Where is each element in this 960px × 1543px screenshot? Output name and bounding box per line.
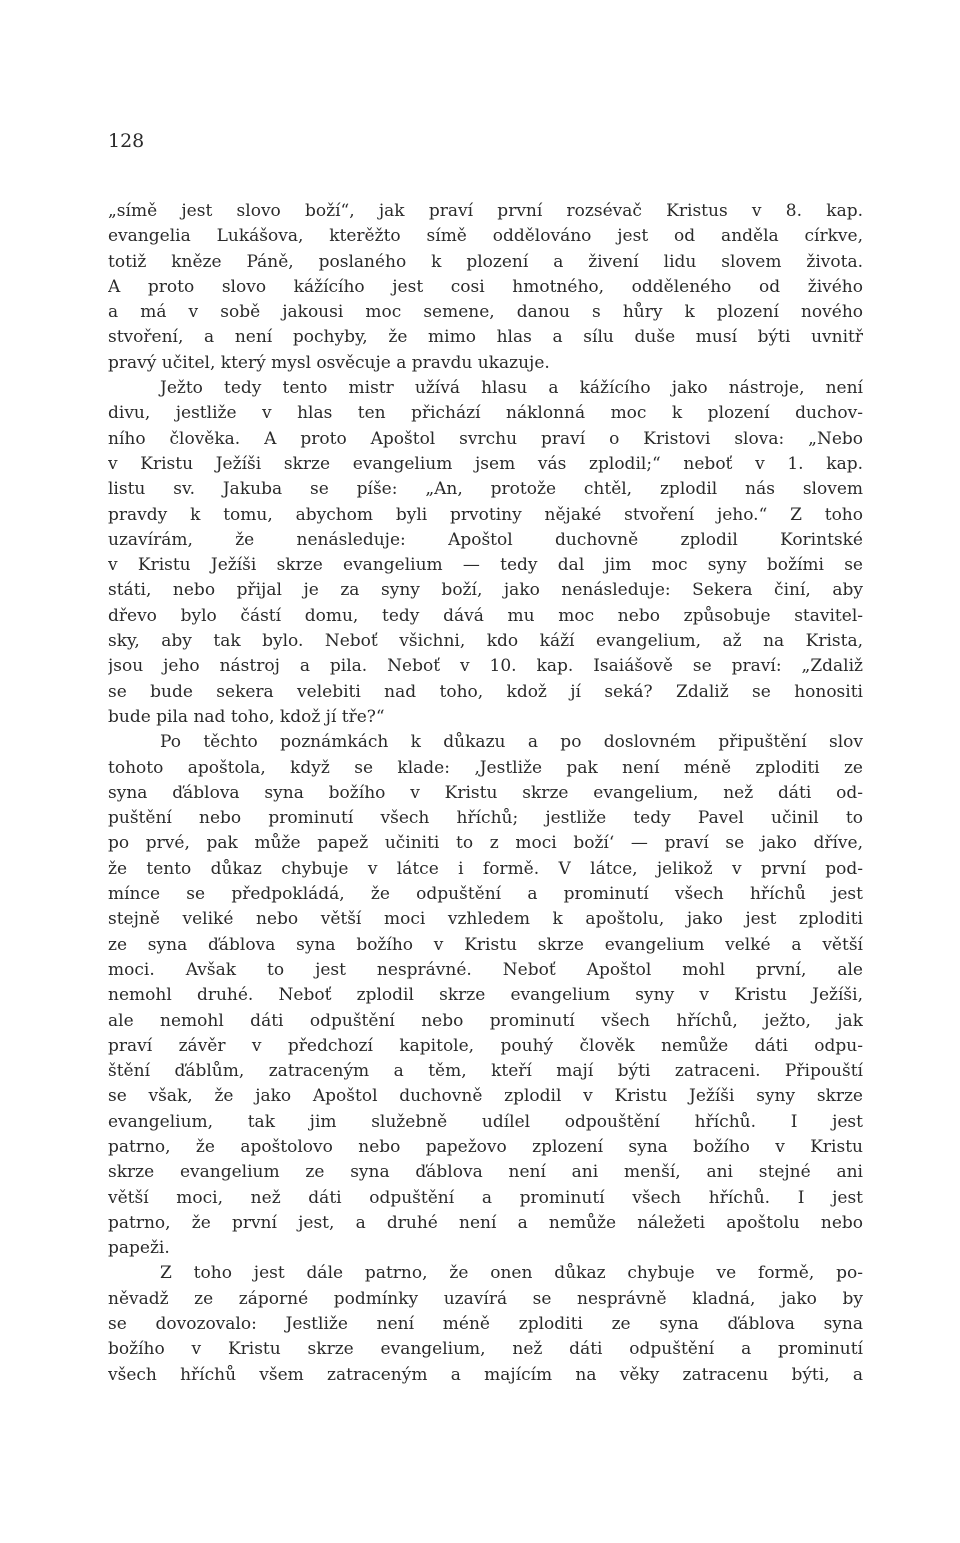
text-line [108, 958, 863, 983]
text-line-content: puštění nebo prominutí všech hříchů; jestliže tedy Pavel učinil to [108, 808, 863, 829]
text-line [108, 553, 863, 578]
text-line-content: jsou jeho nástroj a pila. Neboť v 10. kap. Isaiášově se praví: „Zdaliž [108, 656, 863, 677]
text-line [108, 376, 863, 401]
text-line [108, 1160, 863, 1185]
text-line-content: nemohl druhé. Neboť zplodil skrze evangelium syny v Kristu Ježíši, [108, 985, 863, 1006]
text-line-content: divu, jestliže v hlas ten přichází náklonná moc k plození duchov- [108, 403, 863, 424]
text-line-content: božího v Kristu skrze evangelium, než dáti odpuštění a prominutí [108, 1339, 863, 1360]
text-line-content: listu sv. Jakuba se píše: „An, protože chtěl, zplodil nás slovem [108, 479, 863, 500]
text-line [108, 756, 863, 781]
text-line-content: pravdy k tomu, abychom byli prvotiny nějaké stvoření jeho.“ Z toho [108, 504, 863, 525]
text-line-content: A proto slovo kážícího jest cosi hmotného, odděleného od živého [108, 276, 863, 297]
text-line [108, 1287, 863, 1312]
text-line [108, 477, 863, 502]
text-line [108, 629, 863, 654]
text-line [108, 351, 863, 376]
text-line-content: ního člověka. A proto Apoštol svrchu praví o Kristovi slova: „Nebo [108, 428, 863, 449]
text-line [108, 1034, 863, 1059]
text-line [108, 1186, 863, 1211]
text-line [108, 578, 863, 603]
text-line [108, 1135, 863, 1160]
text-line [108, 781, 863, 806]
text-line [108, 528, 863, 553]
text-line-content: bude pila nad toho, kdož jí tře?“ [108, 706, 385, 727]
text-line [108, 427, 863, 452]
text-line [108, 882, 863, 907]
text-line [108, 401, 863, 426]
text-line-content: mínce se předpokládá, že odpuštění a prominutí všech hříchů jest [108, 884, 863, 905]
text-line-content: a má v sobě jakousi moc semene, danou s hůry k plození nového [108, 302, 863, 323]
text-line [108, 730, 863, 755]
text-line-content: se bude sekera velebiti nad toho, kdož jí seká? Zdaliž se honositi [108, 681, 863, 702]
text-line-content: v Kristu Ježíši skrze evangelium jsem vás zplodil;“ neboť v 1. kap. [108, 453, 863, 474]
text-line-content: patrno, že apoštolovo nebo papežovo zplození syna božího v Kristu [108, 1136, 863, 1157]
text-line [108, 1363, 863, 1388]
text-line-content: štění ďáblům, zatraceným a těm, kteří mají býti zatraceni. Připouští [108, 1061, 863, 1082]
text-line-content: že tento důkaz chybuje v látce i formě. V látce, jelikož v první pod- [108, 858, 863, 879]
text-line [108, 705, 863, 730]
text-line-content: ze syna ďáblova syna božího v Kristu skrze evangelium velké a větší [108, 934, 863, 955]
text-line-content: po prvé, pak může papež učiniti to z moci boží‘ — praví se jako dříve, [108, 833, 863, 854]
text-line [108, 452, 863, 477]
text-line [108, 1009, 863, 1034]
text-line [108, 1337, 863, 1362]
text-line-content: stvoření, a není pochyby, že mimo hlas a sílu duše musí býti uvnitř [108, 327, 863, 348]
text-line-content: syna ďáblova syna božího v Kristu skrze evangelium, než dáti od- [108, 782, 863, 803]
text-line [108, 224, 863, 249]
text-line-content: praví závěr v předchozí kapitole, pouhý člověk nemůže dáti odpu- [108, 1035, 863, 1056]
text-line-content: evangelia Lukášova, kterěžto símě oddělováno jest od anděla církve, [108, 226, 863, 247]
text-line-content: státi, nebo přijal je za syny boží, jako nenásleduje: Sekera činí, aby [108, 580, 863, 601]
text-line [108, 907, 863, 932]
text-line-content: skrze evangelium ze syna ďáblova není ani menší, ani stejné ani [108, 1162, 863, 1183]
text-line-content: dřevo bylo částí domu, tedy dává mu moc nebo způsobuje stavitel- [108, 605, 863, 626]
text-line [108, 503, 863, 528]
text-line [108, 250, 863, 275]
text-line [108, 275, 863, 300]
text-line-content: totiž kněze Páně, poslaného k plození a živení lidu slovem života. [108, 251, 863, 272]
text-line [108, 1312, 863, 1337]
text-line-content: se dovozovalo: Jestliže není méně zploditi ze syna ďáblova syna [108, 1314, 863, 1335]
text-line-content: moci. Avšak to jest nesprávné. Neboť Apoštol mohl první, ale [108, 959, 863, 980]
text-line-content: Po těchto poznámkách k důkazu a po doslovném připuštění slov [160, 732, 863, 753]
text-line [108, 933, 863, 958]
text-line-content: Z toho jest dále patrno, že onen důkaz chybuje ve formě, po- [160, 1263, 863, 1284]
text-line-content: sky, aby tak bylo. Neboť všichni, kdo káží evangelium, až na Krista, [108, 631, 863, 652]
text-line-content: evangelium, tak jim služebně udílel odpouštění hříchů. I jest [108, 1111, 863, 1132]
text-line-content: „símě jest slovo boží“, jak praví první rozsévač Kristus v 8. kap. [108, 201, 863, 221]
text-line-content: uzavírám, že nenásleduje: Apoštol duchovně zplodil Korintské [108, 529, 863, 550]
text-line [108, 604, 863, 629]
text-line [108, 1261, 863, 1286]
text-line [108, 983, 863, 1008]
text-line-content: se však, že jako Apoštol duchovně zplodil v Kristu Ježíši syny skrze [108, 1086, 863, 1107]
text-line-content: všech hříchů všem zatraceným a majícím na věky zatracenu býti, a [108, 1364, 863, 1385]
body-text [108, 199, 863, 1388]
text-line-content: tohoto apoštola, když se klade: ‚Jestliže pak není méně zploditi ze [108, 757, 863, 778]
text-line-content: pravý učitel, který mysl osvěcuje a pravdu ukazuje. [108, 352, 550, 373]
text-line-content: stejně veliké nebo větší moci vzhledem k apoštolu, jako jest zploditi [108, 909, 863, 930]
text-line [108, 1084, 863, 1109]
text-line-content: papeži. [108, 1238, 170, 1259]
text-line-content: patrno, že první jest, a druhé není a nemůže náležeti apoštolu nebo [108, 1212, 863, 1233]
text-line [108, 1236, 863, 1261]
text-line-content: ale nemohl dáti odpuštění nebo prominutí všech hříchů, ježto, jak [108, 1010, 863, 1031]
text-line [108, 680, 863, 705]
text-line [108, 325, 863, 350]
text-line-content: něvadž ze záporné podmínky uzavírá se nesprávně kladná, jako by [108, 1288, 863, 1309]
text-line [108, 300, 863, 325]
text-line [108, 857, 863, 882]
text-line-content: v Kristu Ježíši skrze evangelium — tedy dal jim moc syny božími se [108, 555, 863, 576]
text-line [108, 654, 863, 679]
text-line [108, 831, 863, 856]
text-line [108, 1059, 863, 1084]
page-number: 128 [108, 130, 145, 152]
text-line [108, 806, 863, 831]
text-line [108, 1110, 863, 1135]
text-line [108, 1211, 863, 1236]
text-line-content: Ježto tedy tento mistr užívá hlasu a kážícího jako nástroje, není [160, 378, 863, 399]
text-line-content: větší moci, než dáti odpuštění a prominutí všech hříchů. I jest [108, 1187, 863, 1208]
text-line [108, 199, 863, 224]
